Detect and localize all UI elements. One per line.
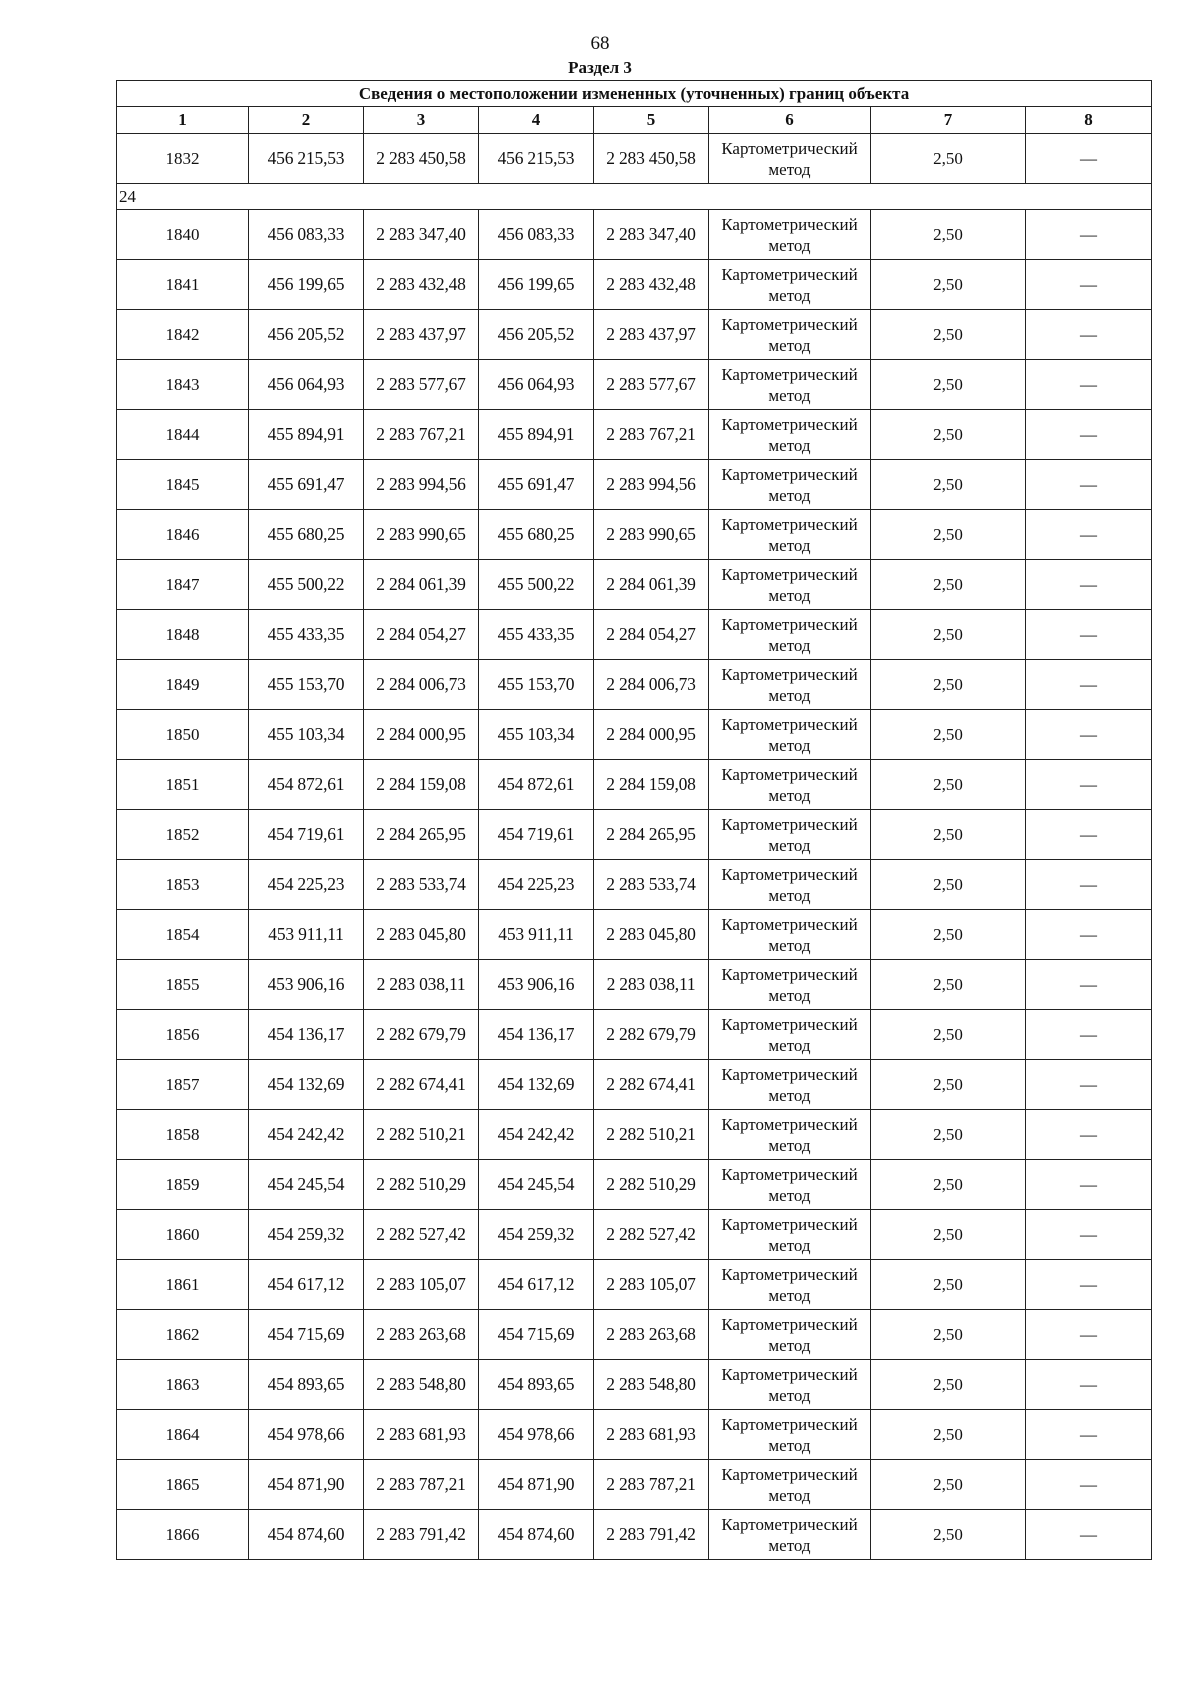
y-coordinate-cell: 2 282 527,42 (364, 1210, 479, 1260)
y-coordinate-cell: 2 283 263,68 (364, 1310, 479, 1360)
method-cell: Картометрический метод (709, 1260, 871, 1310)
y-new-coordinate-cell: 2 283 533,74 (594, 860, 709, 910)
y-new-coordinate-cell: 2 282 510,29 (594, 1160, 709, 1210)
accuracy-cell: 2,50 (871, 910, 1026, 960)
y-coordinate-cell: 2 284 159,08 (364, 760, 479, 810)
table-row (117, 210, 1152, 260)
y-new-coordinate-cell: 2 282 510,21 (594, 1110, 709, 1160)
y-new-coordinate-cell: 2 283 450,58 (594, 134, 709, 184)
x-new-coordinate-cell: 454 874,60 (479, 1510, 594, 1560)
point-number-cell: 1865 (117, 1460, 249, 1510)
x-new-coordinate-cell: 454 245,54 (479, 1160, 594, 1210)
table-caption-row (117, 81, 1152, 107)
table-body (117, 134, 1152, 1560)
point-number-cell: 1832 (117, 134, 249, 184)
description-cell: — (1026, 910, 1152, 960)
x-coordinate-cell: 454 132,69 (249, 1060, 364, 1110)
accuracy-cell: 2,50 (871, 1460, 1026, 1510)
y-new-coordinate-cell: 2 283 681,93 (594, 1410, 709, 1460)
table-row (117, 260, 1152, 310)
method-cell: Картометрический метод (709, 1110, 871, 1160)
table-row (117, 710, 1152, 760)
table-row (117, 134, 1152, 184)
point-number-cell: 1840 (117, 210, 249, 260)
method-cell: Картометрический метод (709, 760, 871, 810)
point-number-cell: 1849 (117, 660, 249, 710)
x-new-coordinate-cell: 454 132,69 (479, 1060, 594, 1110)
point-number-cell: 1848 (117, 610, 249, 660)
accuracy-cell: 2,50 (871, 1110, 1026, 1160)
y-new-coordinate-cell: 2 283 767,21 (594, 410, 709, 460)
table-row (117, 360, 1152, 410)
y-coordinate-cell: 2 282 510,29 (364, 1160, 479, 1210)
method-cell: Картометрический метод (709, 134, 871, 184)
x-coordinate-cell: 455 894,91 (249, 410, 364, 460)
table-row (117, 310, 1152, 360)
description-cell: — (1026, 360, 1152, 410)
column-header: 4 (479, 107, 594, 134)
method-cell: Картометрический метод (709, 1160, 871, 1210)
description-cell: — (1026, 460, 1152, 510)
y-new-coordinate-cell: 2 283 577,67 (594, 360, 709, 410)
description-cell: — (1026, 1260, 1152, 1310)
method-cell: Картометрический метод (709, 1510, 871, 1560)
method-cell: Картометрический метод (709, 510, 871, 560)
method-cell: Картометрический метод (709, 1360, 871, 1410)
accuracy-cell: 2,50 (871, 310, 1026, 360)
x-coordinate-cell: 453 906,16 (249, 960, 364, 1010)
x-coordinate-cell: 456 064,93 (249, 360, 364, 410)
x-coordinate-cell: 455 500,22 (249, 560, 364, 610)
x-coordinate-cell: 454 874,60 (249, 1510, 364, 1560)
table-row (117, 1110, 1152, 1160)
x-coordinate-cell: 455 691,47 (249, 460, 364, 510)
method-cell: Картометрический метод (709, 260, 871, 310)
y-coordinate-cell: 2 284 006,73 (364, 660, 479, 710)
accuracy-cell: 2,50 (871, 1010, 1026, 1060)
x-coordinate-cell: 456 215,53 (249, 134, 364, 184)
y-new-coordinate-cell: 2 283 548,80 (594, 1360, 709, 1410)
x-new-coordinate-cell: 454 259,32 (479, 1210, 594, 1260)
table-row (117, 1310, 1152, 1360)
method-cell: Картометрический метод (709, 1310, 871, 1360)
boundary-coordinates-table (116, 80, 1152, 1560)
point-number-cell: 1859 (117, 1160, 249, 1210)
table-caption: Сведения о местоположении измененных (уточненных) границ объекта (117, 81, 1152, 107)
column-header: 5 (594, 107, 709, 134)
y-coordinate-cell: 2 282 510,21 (364, 1110, 479, 1160)
description-cell: — (1026, 660, 1152, 710)
y-coordinate-cell: 2 282 679,79 (364, 1010, 479, 1060)
y-new-coordinate-cell: 2 283 432,48 (594, 260, 709, 310)
table-row (117, 960, 1152, 1010)
x-coordinate-cell: 454 893,65 (249, 1360, 364, 1410)
y-new-coordinate-cell: 2 283 045,80 (594, 910, 709, 960)
point-number-cell: 1861 (117, 1260, 249, 1310)
method-cell: Картометрический метод (709, 660, 871, 710)
x-coordinate-cell: 454 715,69 (249, 1310, 364, 1360)
method-cell: Картометрический метод (709, 210, 871, 260)
y-coordinate-cell: 2 283 681,93 (364, 1410, 479, 1460)
y-new-coordinate-cell: 2 283 105,07 (594, 1260, 709, 1310)
point-number-cell: 1845 (117, 460, 249, 510)
accuracy-cell: 2,50 (871, 510, 1026, 560)
point-number-cell: 1851 (117, 760, 249, 810)
x-coordinate-cell: 456 199,65 (249, 260, 364, 310)
column-header: 8 (1026, 107, 1152, 134)
accuracy-cell: 2,50 (871, 1360, 1026, 1410)
accuracy-cell: 2,50 (871, 360, 1026, 410)
y-new-coordinate-cell: 2 284 159,08 (594, 760, 709, 810)
accuracy-cell: 2,50 (871, 1510, 1026, 1560)
description-cell: — (1026, 1010, 1152, 1060)
description-cell: — (1026, 710, 1152, 760)
table-row (117, 760, 1152, 810)
description-cell: — (1026, 260, 1152, 310)
y-new-coordinate-cell: 2 283 990,65 (594, 510, 709, 560)
x-coordinate-cell: 455 153,70 (249, 660, 364, 710)
table-row (117, 1410, 1152, 1460)
x-new-coordinate-cell: 456 199,65 (479, 260, 594, 310)
x-new-coordinate-cell: 454 715,69 (479, 1310, 594, 1360)
y-coordinate-cell: 2 283 533,74 (364, 860, 479, 910)
method-cell: Картометрический метод (709, 310, 871, 360)
y-new-coordinate-cell: 2 282 679,79 (594, 1010, 709, 1060)
description-cell: — (1026, 210, 1152, 260)
table-row (117, 1060, 1152, 1110)
x-new-coordinate-cell: 455 500,22 (479, 560, 594, 610)
method-cell: Картометрический метод (709, 960, 871, 1010)
y-new-coordinate-cell: 2 283 263,68 (594, 1310, 709, 1360)
x-new-coordinate-cell: 456 064,93 (479, 360, 594, 410)
table-row (117, 1360, 1152, 1410)
x-new-coordinate-cell: 456 205,52 (479, 310, 594, 360)
column-header-row (117, 107, 1152, 134)
point-number-cell: 1847 (117, 560, 249, 610)
description-cell: — (1026, 410, 1152, 460)
point-number-cell: 1862 (117, 1310, 249, 1360)
y-new-coordinate-cell: 2 284 265,95 (594, 810, 709, 860)
section-title: Раздел 3 (568, 58, 632, 77)
x-new-coordinate-cell: 454 872,61 (479, 760, 594, 810)
x-new-coordinate-cell: 454 225,23 (479, 860, 594, 910)
x-coordinate-cell: 454 617,12 (249, 1260, 364, 1310)
description-cell: — (1026, 1460, 1152, 1510)
x-coordinate-cell: 454 136,17 (249, 1010, 364, 1060)
description-cell: — (1026, 1510, 1152, 1560)
description-cell: — (1026, 560, 1152, 610)
x-new-coordinate-cell: 454 871,90 (479, 1460, 594, 1510)
point-number-cell: 1858 (117, 1110, 249, 1160)
x-new-coordinate-cell: 454 242,42 (479, 1110, 594, 1160)
accuracy-cell: 2,50 (871, 1160, 1026, 1210)
group-row (117, 184, 1152, 210)
description-cell: — (1026, 1110, 1152, 1160)
point-number-cell: 1842 (117, 310, 249, 360)
x-new-coordinate-cell: 455 691,47 (479, 460, 594, 510)
point-number-cell: 1843 (117, 360, 249, 410)
y-coordinate-cell: 2 283 347,40 (364, 210, 479, 260)
description-cell: — (1026, 1160, 1152, 1210)
x-coordinate-cell: 453 911,11 (249, 910, 364, 960)
description-cell: — (1026, 510, 1152, 560)
x-coordinate-cell: 455 103,34 (249, 710, 364, 760)
x-new-coordinate-cell: 454 617,12 (479, 1260, 594, 1310)
y-coordinate-cell: 2 283 548,80 (364, 1360, 479, 1410)
y-coordinate-cell: 2 283 791,42 (364, 1510, 479, 1560)
table-row (117, 1210, 1152, 1260)
accuracy-cell: 2,50 (871, 1310, 1026, 1360)
point-number-cell: 1852 (117, 810, 249, 860)
y-coordinate-cell: 2 283 437,97 (364, 310, 479, 360)
y-coordinate-cell: 2 284 054,27 (364, 610, 479, 660)
point-number-cell: 1854 (117, 910, 249, 960)
y-new-coordinate-cell: 2 283 347,40 (594, 210, 709, 260)
method-cell: Картометрический метод (709, 910, 871, 960)
accuracy-cell: 2,50 (871, 860, 1026, 910)
method-cell: Картометрический метод (709, 810, 871, 860)
table-row (117, 560, 1152, 610)
accuracy-cell: 2,50 (871, 710, 1026, 760)
x-new-coordinate-cell: 455 103,34 (479, 710, 594, 760)
table-row (117, 1160, 1152, 1210)
x-new-coordinate-cell: 456 083,33 (479, 210, 594, 260)
page-number: 68 (590, 33, 610, 54)
y-coordinate-cell: 2 283 432,48 (364, 260, 479, 310)
accuracy-cell: 2,50 (871, 760, 1026, 810)
point-number-cell: 1864 (117, 1410, 249, 1460)
method-cell: Картометрический метод (709, 1460, 871, 1510)
description-cell: — (1026, 1210, 1152, 1260)
accuracy-cell: 2,50 (871, 1260, 1026, 1310)
y-coordinate-cell: 2 282 674,41 (364, 1060, 479, 1110)
table-row (117, 910, 1152, 960)
point-number-cell: 1855 (117, 960, 249, 1010)
y-coordinate-cell: 2 283 787,21 (364, 1460, 479, 1510)
accuracy-cell: 2,50 (871, 1410, 1026, 1460)
y-coordinate-cell: 2 283 994,56 (364, 460, 479, 510)
x-coordinate-cell: 456 083,33 (249, 210, 364, 260)
x-coordinate-cell: 454 871,90 (249, 1460, 364, 1510)
table-row (117, 1510, 1152, 1560)
y-coordinate-cell: 2 283 767,21 (364, 410, 479, 460)
description-cell: — (1026, 760, 1152, 810)
x-coordinate-cell: 454 225,23 (249, 860, 364, 910)
table-row (117, 1460, 1152, 1510)
x-coordinate-cell: 454 259,32 (249, 1210, 364, 1260)
x-new-coordinate-cell: 454 136,17 (479, 1010, 594, 1060)
point-number-cell: 1853 (117, 860, 249, 910)
point-number-cell: 1841 (117, 260, 249, 310)
y-new-coordinate-cell: 2 284 054,27 (594, 610, 709, 660)
method-cell: Картометрический метод (709, 460, 871, 510)
method-cell: Картометрический метод (709, 1410, 871, 1460)
description-cell: — (1026, 960, 1152, 1010)
y-new-coordinate-cell: 2 282 674,41 (594, 1060, 709, 1110)
table-row (117, 510, 1152, 560)
x-new-coordinate-cell: 455 680,25 (479, 510, 594, 560)
y-coordinate-cell: 2 284 000,95 (364, 710, 479, 760)
x-coordinate-cell: 456 205,52 (249, 310, 364, 360)
accuracy-cell: 2,50 (871, 960, 1026, 1010)
description-cell: — (1026, 610, 1152, 660)
y-new-coordinate-cell: 2 283 791,42 (594, 1510, 709, 1560)
y-new-coordinate-cell: 2 283 994,56 (594, 460, 709, 510)
table-row (117, 860, 1152, 910)
method-cell: Картометрический метод (709, 860, 871, 910)
y-new-coordinate-cell: 2 284 006,73 (594, 660, 709, 710)
description-cell: — (1026, 1360, 1152, 1410)
point-number-cell: 1857 (117, 1060, 249, 1110)
table-row (117, 410, 1152, 460)
y-coordinate-cell: 2 283 577,67 (364, 360, 479, 410)
x-new-coordinate-cell: 455 894,91 (479, 410, 594, 460)
description-cell: — (1026, 1060, 1152, 1110)
point-number-cell: 1850 (117, 710, 249, 760)
description-cell: — (1026, 134, 1152, 184)
description-cell: — (1026, 810, 1152, 860)
accuracy-cell: 2,50 (871, 660, 1026, 710)
x-new-coordinate-cell: 453 906,16 (479, 960, 594, 1010)
description-cell: — (1026, 310, 1152, 360)
method-cell: Картометрический метод (709, 410, 871, 460)
x-coordinate-cell: 455 433,35 (249, 610, 364, 660)
y-coordinate-cell: 2 284 061,39 (364, 560, 479, 610)
x-new-coordinate-cell: 453 911,11 (479, 910, 594, 960)
column-header: 3 (364, 107, 479, 134)
group-label: 24 (117, 184, 1152, 210)
method-cell: Картометрический метод (709, 1060, 871, 1110)
column-header: 7 (871, 107, 1026, 134)
y-new-coordinate-cell: 2 282 527,42 (594, 1210, 709, 1260)
point-number-cell: 1866 (117, 1510, 249, 1560)
y-new-coordinate-cell: 2 283 437,97 (594, 310, 709, 360)
x-new-coordinate-cell: 454 893,65 (479, 1360, 594, 1410)
method-cell: Картометрический метод (709, 560, 871, 610)
y-coordinate-cell: 2 283 450,58 (364, 134, 479, 184)
point-number-cell: 1863 (117, 1360, 249, 1410)
accuracy-cell: 2,50 (871, 610, 1026, 660)
method-cell: Картометрический метод (709, 710, 871, 760)
y-new-coordinate-cell: 2 284 000,95 (594, 710, 709, 760)
x-coordinate-cell: 454 978,66 (249, 1410, 364, 1460)
method-cell: Картометрический метод (709, 360, 871, 410)
y-coordinate-cell: 2 283 105,07 (364, 1260, 479, 1310)
y-coordinate-cell: 2 283 045,80 (364, 910, 479, 960)
description-cell: — (1026, 860, 1152, 910)
point-number-cell: 1846 (117, 510, 249, 560)
x-coordinate-cell: 454 242,42 (249, 1110, 364, 1160)
y-new-coordinate-cell: 2 283 787,21 (594, 1460, 709, 1510)
y-new-coordinate-cell: 2 284 061,39 (594, 560, 709, 610)
method-cell: Картометрический метод (709, 1010, 871, 1060)
accuracy-cell: 2,50 (871, 210, 1026, 260)
table-row (117, 660, 1152, 710)
table-row (117, 1010, 1152, 1060)
x-coordinate-cell: 454 872,61 (249, 760, 364, 810)
x-new-coordinate-cell: 455 153,70 (479, 660, 594, 710)
column-header: 1 (117, 107, 249, 134)
y-new-coordinate-cell: 2 283 038,11 (594, 960, 709, 1010)
table-row (117, 1260, 1152, 1310)
x-new-coordinate-cell: 454 719,61 (479, 810, 594, 860)
column-header: 6 (709, 107, 871, 134)
method-cell: Картометрический метод (709, 610, 871, 660)
accuracy-cell: 2,50 (871, 560, 1026, 610)
table-row (117, 610, 1152, 660)
description-cell: — (1026, 1310, 1152, 1360)
table-row (117, 460, 1152, 510)
accuracy-cell: 2,50 (871, 1210, 1026, 1260)
accuracy-cell: 2,50 (871, 810, 1026, 860)
accuracy-cell: 2,50 (871, 260, 1026, 310)
point-number-cell: 1860 (117, 1210, 249, 1260)
accuracy-cell: 2,50 (871, 410, 1026, 460)
accuracy-cell: 2,50 (871, 1060, 1026, 1110)
column-header: 2 (249, 107, 364, 134)
table-row (117, 810, 1152, 860)
accuracy-cell: 2,50 (871, 460, 1026, 510)
x-new-coordinate-cell: 454 978,66 (479, 1410, 594, 1460)
x-coordinate-cell: 454 719,61 (249, 810, 364, 860)
accuracy-cell: 2,50 (871, 134, 1026, 184)
x-coordinate-cell: 455 680,25 (249, 510, 364, 560)
description-cell: — (1026, 1410, 1152, 1460)
x-new-coordinate-cell: 455 433,35 (479, 610, 594, 660)
x-coordinate-cell: 454 245,54 (249, 1160, 364, 1210)
method-cell: Картометрический метод (709, 1210, 871, 1260)
y-coordinate-cell: 2 283 990,65 (364, 510, 479, 560)
y-coordinate-cell: 2 284 265,95 (364, 810, 479, 860)
y-coordinate-cell: 2 283 038,11 (364, 960, 479, 1010)
point-number-cell: 1844 (117, 410, 249, 460)
point-number-cell: 1856 (117, 1010, 249, 1060)
x-new-coordinate-cell: 456 215,53 (479, 134, 594, 184)
